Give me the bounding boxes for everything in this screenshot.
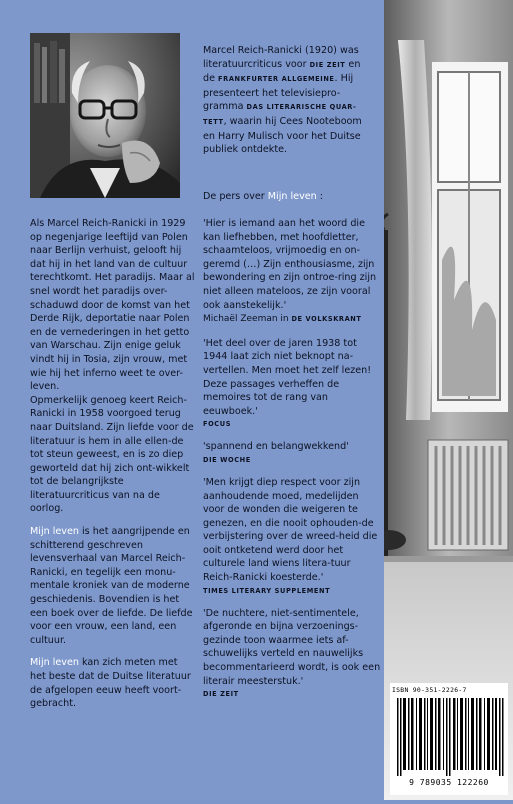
blurb-text: is het aangrijpende en schitterend geschreven levensverhaal van Marcel Reich-Ranicki, en tegelijk een monu-mentale kroniek van de moderne geschiedenis. Bovendien is het een boek over de liefde. De liefde voor een vrouw, een land, een cultuur. [30, 526, 193, 646]
quote-text: 'Hier is iemand aan het woord die kan liefhebben, met hoofdletter, schaamteloos, vrijmoedig en on-geremd (…) Zijn enthousiasme, zijn bewondering en zijn ontroe-ring zijn niet alleen mateloos, ze zijn vooral ook aanstekelijk.' [203, 218, 377, 311]
book-title-highlight: Mijn leven [30, 657, 79, 669]
publication-name: FRANKFURTER ALLGEMEINE [218, 75, 335, 84]
bio-line [203, 72, 375, 87]
bio-line [203, 100, 375, 115]
blurb-text: kan zich meten met het beste dat de Duitse literatuur de afgelopen eeuw heeft voort-gebracht. [30, 657, 191, 710]
bio-line: Marcel Reich-Ranicki (1920) was [203, 45, 359, 56]
bio-line: en Harry Mulisch voor het Duitse [203, 130, 361, 142]
isbn-number: ISBN 90-351-2226-7 [392, 686, 467, 694]
press-quote [203, 440, 379, 466]
bio-text: literatuurcriticus voor [203, 58, 310, 70]
bio-text: de [203, 73, 219, 85]
book-title-highlight: Mijn leven [267, 191, 317, 202]
blurb-column [30, 217, 196, 720]
press-heading-lead: De pers over [203, 191, 268, 202]
author-portrait [30, 33, 180, 198]
blurb-paragraph-2: Opmerkelijk genoeg keert Reich-Ranicki in 1958 voorgoed terug naar Duitsland. Zijn liefde voor de literatuur is hem in alle ellen-de tot steun geweest, en is zo diep geworteld dat hij zich ont-wikkelt tot de belangrijkste literatuurcriticus van na de oorlog. [30, 394, 194, 515]
quote-source [203, 312, 379, 327]
bio-text: , waarin hij Cees Nooteboom [223, 115, 362, 127]
press-quote [203, 476, 379, 597]
quote-publication: DIE WOCHE [203, 455, 251, 464]
quote-text: 'spannend en belangwekkend' [203, 441, 349, 453]
press-quote [203, 607, 383, 701]
bio-line: presenteert het televisiepro- [203, 87, 341, 99]
press-quote [203, 337, 379, 431]
bio-text: en [345, 58, 361, 70]
publication-name: DIE ZEIT [309, 60, 346, 69]
press-quote [203, 217, 379, 327]
window-photo [384, 0, 513, 800]
quote-text: 'De nuchtere, niet-sentimentele, afgeronde en bijna verzoenings-gezinde toon waarmee iets af-schuwelijks verteld en nauwelijks becommentarieerd wordt, is ook een literair meesterstuk.' [203, 607, 381, 687]
barcode-digits: 9 789035 122260 [409, 778, 489, 787]
blurb-paragraph-3 [30, 525, 196, 647]
bio-text: . Hij [334, 73, 354, 85]
quote-text: 'Men krijgt diep respect voor zijn aanhoudende moed, medelijden voor de wonden die weigeren te genezen, en die nooit ophouden-de verbijstering over de wreed-heid die ooit ontketend werd door het culturele land wiens litera-tuur Reich-Ranicki koesterde.' [203, 476, 378, 584]
bio-line: publiek ontdekte. [203, 144, 288, 156]
barcode-icon [397, 698, 505, 776]
bio-text: gramma [203, 101, 247, 113]
author-bio [203, 44, 375, 157]
blurb-paragraph-1: Als Marcel Reich-Ranicki in 1929 op negenjarige leeftijd van Polen naar Berlijn verhuist, gelooft hij dat hij in het land van de cultuur terechtkomt. Het paradijs. Maar al snel wordt het paradijs over-schaduwd door de komst van het Derde Rijk, deportatie naar Polen en de vernederingen in het getto van Warschau. Zijn enige geluk vindt hij in Tosia, zijn vrouw, met wie hij het inferno weet te over-leven. [30, 218, 195, 393]
book-title-highlight: Mijn leven [30, 526, 79, 538]
blurb-paragraph-4 [30, 656, 196, 710]
quote-publication: DE VOLKSKRANT [291, 315, 362, 324]
bio-line [203, 115, 375, 130]
quote-publication: FOCUS [203, 420, 232, 429]
program-name: TETT [203, 117, 224, 126]
bio-line [203, 58, 375, 73]
program-name: DAS LITERARISCHE QUAR- [246, 103, 357, 112]
quote-text: 'Het deel over de jaren 1938 tot 1944 laat zich niet beknopt na-vertellen. Men moet het zelf lezen! Deze passages verheffen de memoires tot de rang van eeuwboek.' [203, 337, 372, 417]
press-heading-colon: : [316, 191, 324, 202]
quote-publication: TIMES LITERARY SUPPLEMENT [203, 586, 331, 595]
quote-author: Michaël Zeeman in [203, 314, 292, 325]
press-heading [203, 190, 375, 203]
quote-publication: DIE ZEIT [203, 690, 239, 699]
press-quotes [203, 217, 379, 710]
